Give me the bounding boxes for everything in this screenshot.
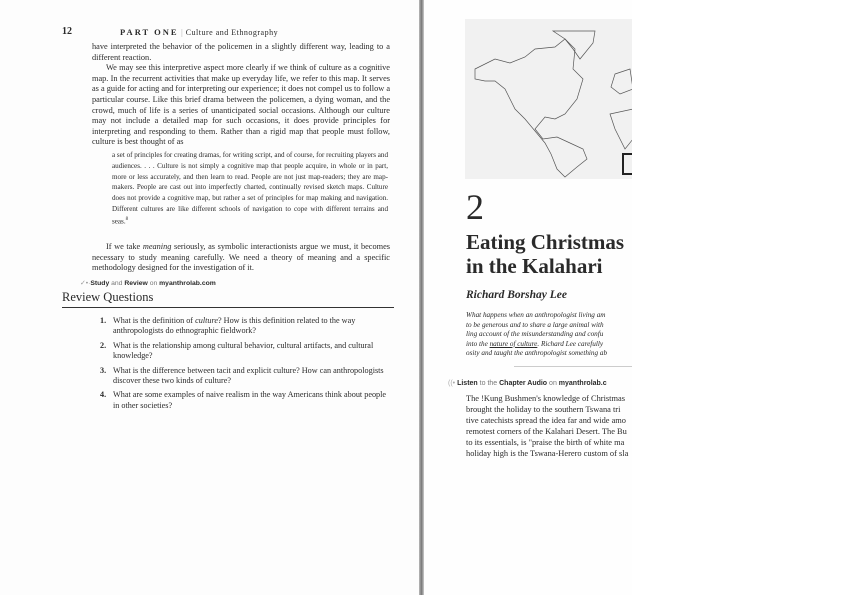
text: What is the definition of <box>113 316 196 325</box>
review-label: Review <box>124 280 148 287</box>
text: to the <box>479 380 498 387</box>
body-line: The !Kung Bushmen's knowledge of Christmas <box>466 394 625 403</box>
glossary-link[interactable]: nature of culture <box>489 339 538 348</box>
text: What is the difference between tacit and explicit culture? How can anthropologists discover these two kinds of culture? <box>113 365 384 386</box>
url: myanthrolab.com <box>159 280 216 287</box>
question-list <box>100 316 394 415</box>
chapter-body <box>466 393 632 459</box>
text: seriously, as symbolic interactionists argue we must, it becomes necessary to study meaning carefully. We need a theory of meaning and a specific methodology designed for the investigation of it. <box>92 242 390 273</box>
section-heading: Review Questions <box>62 290 154 304</box>
block-quote <box>112 150 388 227</box>
text: and <box>111 280 123 287</box>
chapter-title <box>466 230 632 278</box>
question <box>100 390 394 411</box>
part-label: PART ONE <box>120 27 179 37</box>
text: If we take <box>106 242 143 251</box>
body-line: tive catechists spread the idea far and wide amo <box>466 416 626 425</box>
chapter-number: 2 <box>466 187 484 227</box>
paragraph: We may see this interpretive aspect more clearly if we think of culture as a cognitive map. In the recurrent activities that make up everyday life, we refer to this map. It serves as a guide for acting and for interpreting our experience; it does not compel us to follow a particular course. Like this brief drama between the policemen, a dying woman, and the crowd, much of life is a series of unanticipated social occasions. Although our culture may not include a detailed map for such occasions, it does provide principles for interpreting and responding to them. Rather than a rigid map that people must follow, culture is best thought of as <box>92 63 390 147</box>
abstract-line: to be generous and to share a large animal with <box>466 320 604 329</box>
number: 2. <box>100 340 107 350</box>
text: ? How is this definition related to the way anthropologists do ethnographic fieldwork? <box>113 316 356 336</box>
url: myanthrolab.c <box>558 380 607 387</box>
divider <box>514 366 632 367</box>
paragraph: have interpreted the behavior of the policemen in a slightly different way, leading to a different reaction. <box>92 42 390 62</box>
text: on <box>549 380 557 387</box>
text: . Richard Lee carefully <box>537 339 604 348</box>
question <box>100 366 394 387</box>
body-line: remotest corners of the Kalahari Desert. The Bu <box>466 427 627 436</box>
running-head: PART ONE | Culture and Ethnography <box>120 27 279 37</box>
world-map-image <box>465 19 632 179</box>
title-line: Eating Christmas <box>466 230 625 254</box>
emphasis: culture <box>195 316 218 325</box>
text: on <box>149 280 158 287</box>
listen-label: Listen <box>457 380 478 387</box>
listen-audio-link[interactable] <box>448 380 607 387</box>
abstract-line: osity and taught the anthropologist something ab <box>466 349 608 358</box>
divider <box>62 307 394 308</box>
question <box>100 341 394 362</box>
part-title: Culture and Ethnography <box>185 28 279 37</box>
abstract-line: ling account of the misunderstanding and confu <box>466 330 604 339</box>
abstract-line: What happens when an anthropologist living am <box>466 311 606 319</box>
body-line: to its essentials, is "praise the birth of white ma <box>466 438 625 447</box>
audio-icon: ((• <box>448 380 456 387</box>
audio-label: Chapter Audio <box>499 380 548 387</box>
title-line: in the Kalahari <box>466 254 603 278</box>
quote-text: a set of principles for creating dramas, for writing script, and of course, for recruiting players and audiences. . . . Culture is not simply a cognitive map that people acquire, in whole or in part, more or less accurately, and then learn to read. People are not just map-readers; they are map-makers. People are cast out into imperfectly charted, continually revised sketch maps. Culture does not provide a cognitive map, but rather a set of principles for map making and navigation. Different cultures are like different schools of navigation to cope with different terrains and seas. <box>112 151 388 226</box>
body-text <box>92 42 390 148</box>
text: into the <box>466 339 490 348</box>
text: What are some examples of naive realism in the way Americans think about people in other societies? <box>113 390 387 410</box>
page-number: 12 <box>62 26 72 37</box>
footnote-marker: 8 <box>125 216 129 222</box>
body-line: holiday high is the Tswana-Herero custom of sla <box>466 449 629 458</box>
number: 1. <box>100 316 107 325</box>
chapter-author: Richard Borshay Lee <box>466 289 567 301</box>
body-line: brought the holiday to the southern Tswana tri <box>466 405 621 414</box>
chapter-abstract <box>466 311 632 359</box>
emphasis: meaning <box>142 242 172 251</box>
study-review-link[interactable] <box>80 279 216 287</box>
number: 4. <box>100 390 107 400</box>
question <box>100 316 394 337</box>
checkmark-icon: ✓•· <box>80 280 91 287</box>
abstract-line <box>466 340 632 350</box>
study-label: Study <box>90 280 110 287</box>
right-page <box>424 0 632 595</box>
paragraph <box>92 242 390 274</box>
number: 3. <box>100 365 107 375</box>
text: What is the relationship among cultural behavior, cultural artifacts, and cultural knowledge? <box>113 340 374 361</box>
